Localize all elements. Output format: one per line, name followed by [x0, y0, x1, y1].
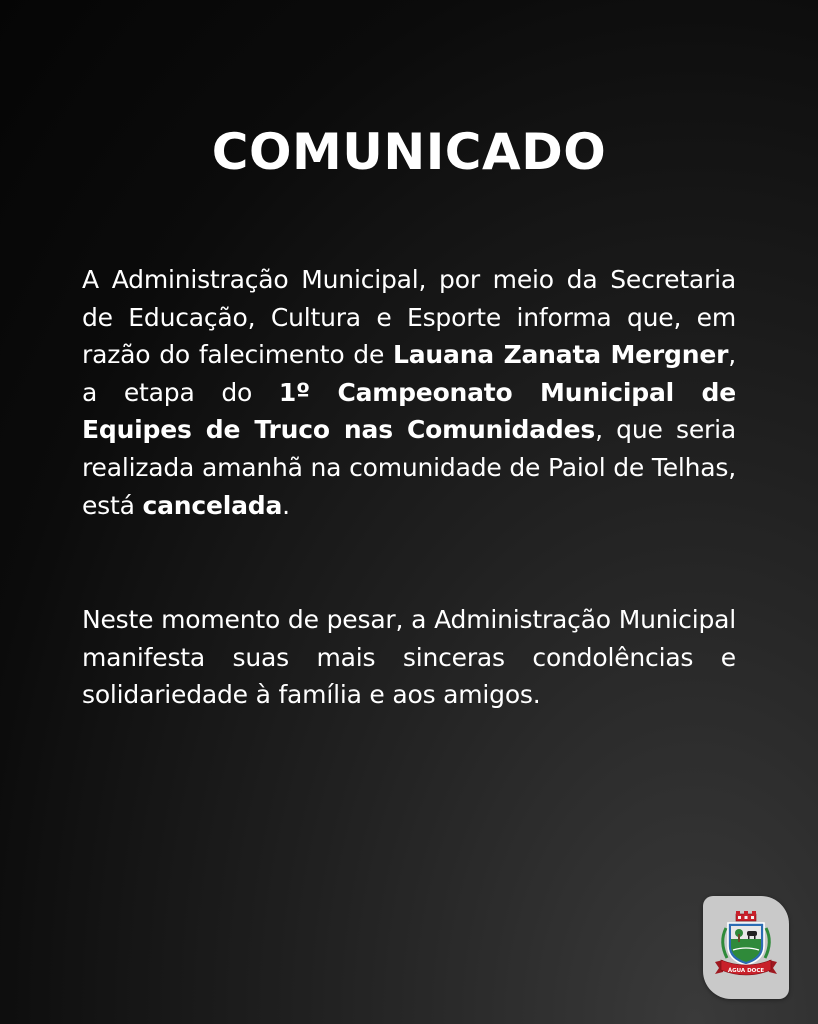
condolence-paragraph: Neste momento de pesar, a Administração Municipal manifesta suas mais sinceras condolências e solidariedade à família e aos amigos. [82, 605, 736, 710]
paragraph-text: , a etapa do [82, 340, 736, 407]
paragraph-text: . [282, 490, 290, 520]
deceased-name: Lauana Zanata Mergner [393, 340, 729, 370]
paragraph-text: A Administração Municipal, por meio da Secretaria de Educação, Cultura e Esporte informa que, em razão do falecimento de [82, 265, 736, 370]
event-name: 1º Campeonato Municipal de Equipes de Truco nas Comunidades [82, 377, 736, 445]
page-title: COMUNICADO [211, 123, 607, 181]
announcement-paragraph [82, 261, 736, 524]
municipal-coat-of-arms-icon [711, 910, 781, 982]
cancelled-status: cancelada [142, 490, 283, 520]
paragraph-text: , que seria realizada amanhã na comunidade de Paiol de Telhas, está [82, 415, 736, 520]
logo-banner-text: ÁGUA DOCE [727, 968, 765, 974]
logo-card [703, 896, 789, 999]
